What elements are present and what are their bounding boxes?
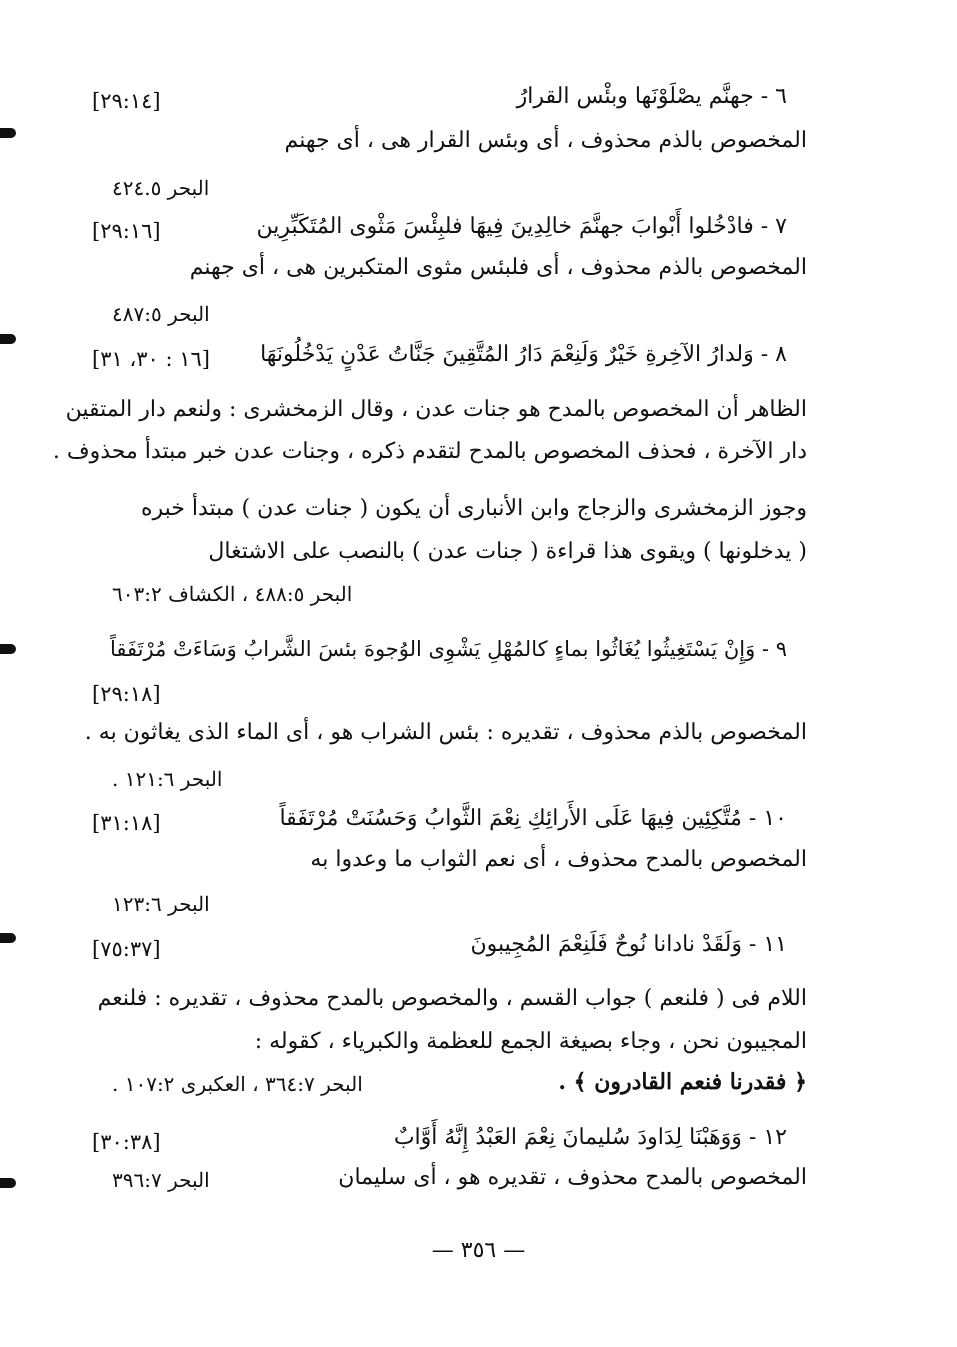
note-7-line-1: المخصوص بالذم محذوف ، أى فلبئس مثوى المتكبرين هى ، أى جهنم [189, 255, 807, 280]
verse-9: ٩ - وَإِنْ يَسْتَغِيثُوا يُغَاثُوا بماءٍ كالمُهْلِ يَشْوِى الوُجوهَ بئسَ الشَّرابُ وَسَاءَتْ مُرْتَفَقاً [110, 637, 787, 661]
note-8-line-1: الظاهر أن المخصوص بالمدح هو جنات عدن ، وقال الزمخشرى : ولنعم دار المتقين [65, 397, 807, 422]
source-12: البحر ٣٩٦:٧ [112, 1168, 210, 1192]
verse-ref-10: [٣١:١٨] [92, 811, 161, 835]
page-number: — ٣٥٦ — [431, 1238, 526, 1263]
note-6-line-1: المخصوص بالذم محذوف ، أى وبئس القرار هى ، أى جهنم [284, 128, 807, 153]
source-8: البحر ٤٨٨:٥ ، الكشاف ٦٠٣:٢ [112, 582, 353, 606]
verse-ref-12: [٣٠:٣٨] [92, 1130, 161, 1154]
note-9-line-1: المخصوص بالذم محذوف ، تقديره : بئس الشراب هو ، أى الماء الذى يغاثون به . [84, 720, 807, 745]
margin-mark [0, 644, 16, 654]
verse-ref-9: [٢٩:١٨] [92, 682, 161, 706]
note-12-line-1: المخصوص بالمدح محذوف ، تقديره هو ، أى سليمان [338, 1165, 807, 1190]
verse-12: ١٢ - وَوَهَبْنَا لِدَاودَ سُليمانَ نِعْمَ العَبْدُ إِنَّهُ أَوَّابٌ [393, 1125, 787, 1150]
verse-ref-11: [٧٥:٣٧] [92, 937, 161, 961]
verse-ref-6: [٢٩:١٤] [92, 89, 161, 113]
note-8-line-2: دار الآخرة ، فحذف المخصوص بالمدح لتقدم ذكره ، وجنات عدن خبر مبتدأ محذوف . [52, 439, 807, 464]
verse-ref-8: [١٦ : ٣٠، ٣١] [92, 347, 210, 371]
source-7: البحر ٤٨٧:٥ [112, 302, 210, 326]
verse-6: ٦ - جهنَّم يصْلَوْنَها وبئْس القرارُ [516, 84, 787, 109]
note-8-line-4: ( يدخلونها ) ويقوى هذا قراءة ( جنات عدن ) بالنصب على الاشتغال [208, 539, 807, 564]
source-10: البحر ١٢٣:٦ [112, 892, 210, 916]
note-8-line-3: وجوز الزمخشرى والزجاج وابن الأنبارى أن يكون ( جنات عدن ) مبتدأ خبره [140, 496, 807, 521]
margin-mark [0, 933, 16, 943]
note-10-line-1: المخصوص بالمدح محذوف ، أى نعم الثواب ما وعدوا به [310, 847, 807, 872]
source-6: البحر ٤٢٤.٥ [112, 176, 210, 200]
verse-10: ١٠ - مُتَّكِئِين فِيهَا عَلَى الأَرائِكِ نِعْمَ الثَّوابُ وَحَسُنَتْ مُرْتَفَقاً [279, 806, 787, 831]
verse-11: ١١ - وَلَقَدْ نادانا نُوحٌ فَلَنِعْمَ المُجِيبونَ [470, 932, 787, 957]
verse-7: ٧ - فادْخُلوا أَبْوابَ جهنَّمَ خالِدِينَ فِيهَا فلبِئْسَ مَثْوى المُتَكَبِّرِين [256, 214, 787, 239]
margin-mark [0, 334, 16, 344]
margin-mark [0, 128, 16, 138]
note-11-line-1: اللام فى ( فلنعم ) جواب القسم ، والمخصوص بالمدح محذوف ، تقديره : فلنعم [97, 986, 807, 1011]
verse-8: ٨ - وَلدارُ الآخِرةِ خَيْرٌ وَلَنِعْمَ دَارُ المُتَّقِينَ جَنَّاتُ عَدْنٍ يَدْخُلُونَهَا [260, 342, 787, 367]
note-11-line-2: المجيبون نحن ، وجاء بصيغة الجمع للعظمة والكبرياء ، كقوله : [254, 1029, 807, 1054]
source-11: البحر ٣٦٤:٧ ، العكبرى ١٠٧:٢ . [112, 1072, 363, 1096]
margin-mark [0, 1178, 16, 1188]
source-9: البحر ١٢١:٦ . [112, 767, 223, 791]
note-11-line-3: ﴿ فقدرنا فنعم القادرون ﴾ . [558, 1069, 807, 1095]
verse-ref-7: [٢٩:١٦] [92, 219, 161, 243]
